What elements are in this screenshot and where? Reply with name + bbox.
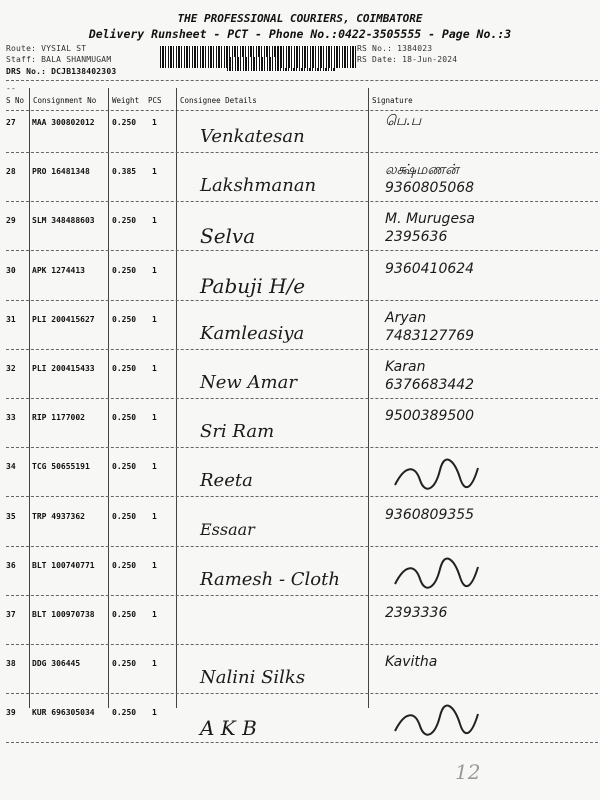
row-consignment-no: SLM 348488603 (32, 216, 95, 225)
row-consignment-no: PLI 200415433 (32, 364, 95, 373)
row-weight: 0.250 (112, 462, 137, 471)
row-consignment-no: PLI 200415627 (32, 315, 95, 324)
row-pcs: 1 (152, 512, 157, 521)
row-consignment-no: RIP 1177002 (32, 413, 85, 422)
row-consignee-details: Venkatesan (200, 126, 305, 147)
row-consignee-details: Kamleasiya (200, 323, 305, 344)
row-consignee-details: A K B (200, 716, 257, 740)
col-header-consignee: Consignee Details (180, 96, 257, 105)
row-weight: 0.250 (112, 315, 137, 324)
row-weight: 0.250 (112, 610, 137, 619)
row-signature: M. Murugesa 2395636 (385, 211, 475, 245)
page-mark: 12 (455, 760, 481, 784)
row-divider (6, 201, 598, 202)
row-pcs: 1 (152, 708, 157, 717)
row-sno: 27 (6, 118, 16, 127)
row-pcs: 1 (152, 610, 157, 619)
row-weight: 0.250 (112, 118, 137, 127)
row-weight: 0.250 (112, 708, 137, 717)
row-signature: 2393336 (385, 605, 448, 621)
divider-mark: -- (6, 84, 17, 93)
signature-scribble (390, 706, 480, 740)
signature-scribble (390, 460, 480, 494)
col-header-weight: Weight (112, 96, 140, 105)
row-weight: 0.250 (112, 561, 137, 570)
row-pcs: 1 (152, 216, 157, 225)
row-consignment-no: TCG 50655191 (32, 462, 90, 471)
row-consignee-details: Essaar (200, 520, 255, 539)
row-divider (6, 742, 598, 743)
route-field: Route: VYSIAL ST (6, 44, 87, 53)
row-divider (6, 250, 598, 251)
row-sno: 31 (6, 315, 16, 324)
row-sno: 33 (6, 413, 16, 422)
row-consignee-details: Lakshmanan (200, 175, 317, 196)
header-divider (6, 80, 598, 81)
row-consignment-no: DDG 306445 (32, 659, 81, 668)
row-sno: 38 (6, 659, 16, 668)
row-divider (6, 595, 598, 596)
row-pcs: 1 (152, 659, 157, 668)
col-header-pcs: PCS (148, 96, 162, 105)
row-pcs: 1 (152, 462, 157, 471)
row-divider (6, 546, 598, 547)
row-sno: 34 (6, 462, 16, 471)
row-signature: பெ.ப (385, 113, 422, 129)
col-header-sno: S No (6, 96, 25, 105)
row-divider (6, 496, 598, 497)
row-pcs: 1 (152, 118, 157, 127)
row-consignment-no: MAA 300802012 (32, 118, 95, 127)
row-divider (6, 644, 598, 645)
row-sno: 37 (6, 610, 16, 619)
row-consignee-details: Selva (200, 224, 256, 248)
row-divider (6, 300, 598, 301)
row-sno: 30 (6, 266, 16, 275)
row-signature: 9360809355 (385, 507, 475, 523)
rs-number: RS No.: 1384023 (357, 44, 433, 53)
row-weight: 0.250 (112, 216, 137, 225)
row-sno: 36 (6, 561, 16, 570)
row-sno: 32 (6, 364, 16, 373)
row-divider (6, 693, 598, 694)
row-consignee-details: Ramesh - Cloth (200, 569, 340, 590)
row-consignment-no: TRP 4937362 (32, 512, 85, 521)
staff-field: Staff: BALA SHANMUGAM (6, 55, 112, 64)
row-sno: 35 (6, 512, 16, 521)
row-weight: 0.250 (112, 413, 137, 422)
row-weight: 0.250 (112, 512, 137, 521)
row-signature: 9500389500 (385, 408, 475, 424)
row-sno: 28 (6, 167, 16, 176)
row-consignee-details: Nalini Silks (200, 667, 306, 688)
row-divider (6, 398, 598, 399)
signature-scribble (390, 559, 480, 593)
row-divider (6, 152, 598, 153)
row-signature: 9360410624 (385, 261, 475, 277)
row-weight: 0.250 (112, 266, 137, 275)
row-divider (6, 349, 598, 350)
row-consignment-no: KUR 696305034 (32, 708, 95, 717)
row-signature: Karan 6376683442 (385, 359, 475, 393)
barcode-right (278, 46, 356, 68)
document-subtitle: Delivery Runsheet - PCT - Phone No.:0422-3505555 - Page No.:3 (88, 27, 512, 41)
row-signature: Aryan 7483127769 (385, 310, 475, 344)
col-header-consignment: Consignment No (33, 96, 97, 105)
row-consignment-no: PRO 16481348 (32, 167, 90, 176)
column-header-divider (6, 110, 598, 111)
col-header-signature: Signature (372, 96, 413, 105)
row-sno: 39 (6, 708, 16, 717)
row-consignee-details: Sri Ram (200, 421, 275, 442)
row-pcs: 1 (152, 315, 157, 324)
row-pcs: 1 (152, 413, 157, 422)
rs-date: RS Date: 18-Jun-2024 (357, 55, 458, 64)
row-consignee-details: Reeta (200, 470, 253, 491)
row-signature: லக்ஷ்மணன் 9360805068 (385, 162, 475, 196)
row-pcs: 1 (152, 167, 157, 176)
row-consignment-no: BLT 100970738 (32, 610, 95, 619)
row-weight: 0.250 (112, 364, 137, 373)
row-consignment-no: BLT 100740771 (32, 561, 95, 570)
row-signature: Kavitha (385, 654, 438, 670)
row-consignment-no: APK 1274413 (32, 266, 85, 275)
document-title: THE PROFESSIONAL COURIERS, COIMBATORE (177, 12, 423, 25)
drs-number: DRS No.: DCJB138402303 (6, 67, 117, 76)
row-consignee-details: Pabuji H/e (200, 274, 306, 298)
row-sno: 29 (6, 216, 16, 225)
row-pcs: 1 (152, 364, 157, 373)
row-weight: 0.385 (112, 167, 137, 176)
row-consignee-details: New Amar (200, 372, 297, 393)
row-pcs: 1 (152, 561, 157, 570)
row-weight: 0.250 (112, 659, 137, 668)
row-pcs: 1 (152, 266, 157, 275)
row-divider (6, 447, 598, 448)
